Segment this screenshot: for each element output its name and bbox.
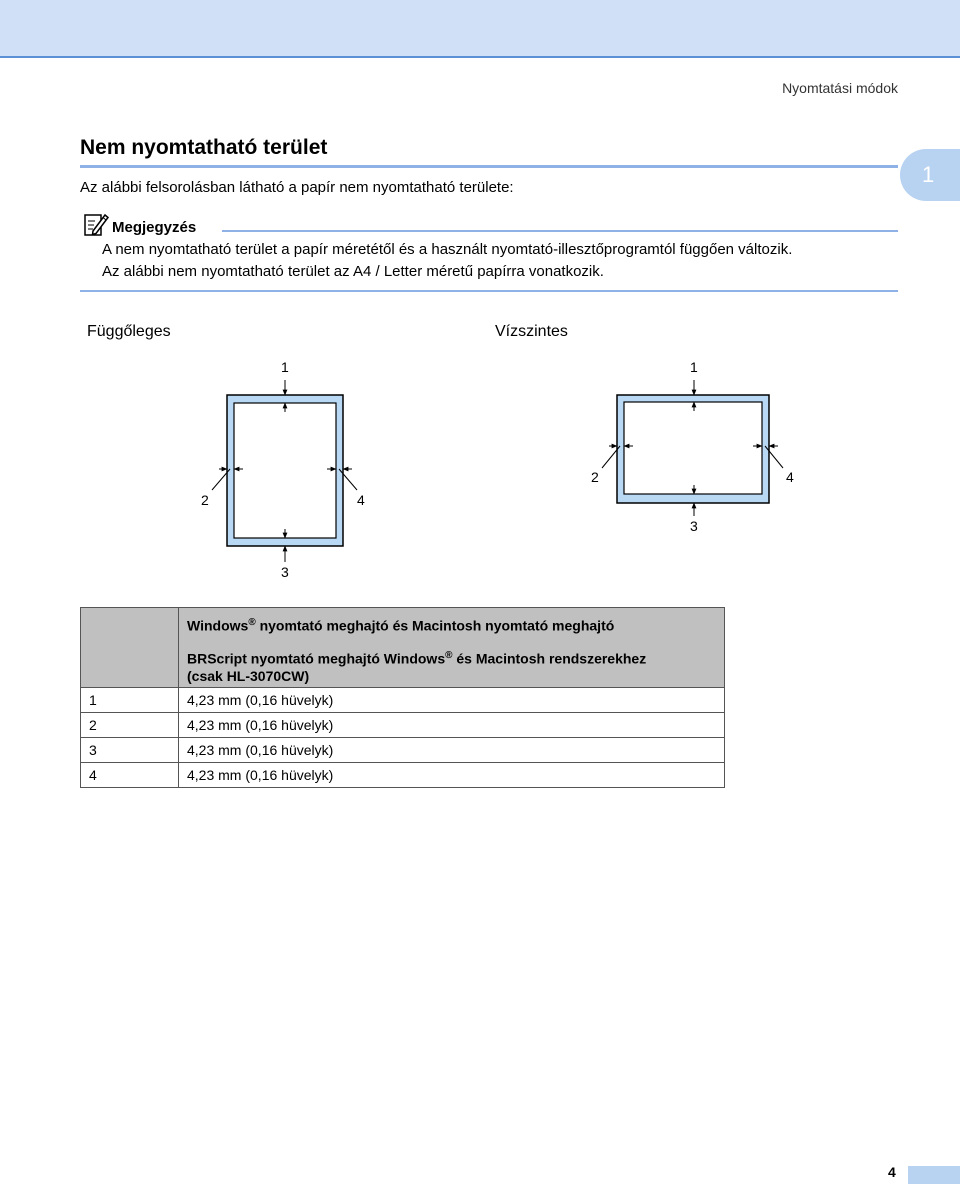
table-row bbox=[81, 713, 725, 738]
portrait-callout-4: 4 bbox=[357, 492, 365, 508]
portrait-callout-1: 1 bbox=[281, 359, 289, 375]
table-row-value: 4,23 mm (0,16 hüvelyk) bbox=[179, 738, 725, 763]
running-header: Nyomtatási módok bbox=[782, 80, 898, 96]
table-header-blank-cell bbox=[81, 608, 179, 688]
landscape-label: Vízszintes bbox=[495, 323, 568, 340]
page-number-tab bbox=[908, 1166, 960, 1184]
table-row-value: 4,23 mm (0,16 hüvelyk) bbox=[179, 713, 725, 738]
landscape-page-diagram bbox=[591, 359, 794, 534]
table-header-line-2: BRScript nyomtató meghajtó Windows® és Macintosh rendszerekhez bbox=[187, 649, 647, 667]
table-row-key: 3 bbox=[81, 738, 179, 763]
table-header-line-1: Windows® nyomtató meghajtó és Macintosh nyomtató meghajtó bbox=[187, 617, 615, 634]
table-row-key: 2 bbox=[81, 713, 179, 738]
table-row-value: 4,23 mm (0,16 hüvelyk) bbox=[179, 763, 725, 788]
table-header-line-3: (csak HL-3070CW) bbox=[187, 668, 310, 685]
note-line-2: Az alábbi nem nyomtatható terület az A4 / Letter méretű papírra vonatkozik. bbox=[102, 263, 604, 280]
table-row-key: 1 bbox=[81, 688, 179, 713]
landscape-callout-1: 1 bbox=[690, 359, 698, 375]
table-row bbox=[81, 763, 725, 788]
portrait-callout-2: 2 bbox=[201, 492, 209, 508]
portrait-printable-area bbox=[234, 403, 336, 538]
page-number: 4 bbox=[888, 1164, 896, 1180]
margin-table bbox=[80, 607, 725, 788]
table-header-cell bbox=[179, 608, 725, 688]
landscape-callout-3: 3 bbox=[690, 518, 698, 534]
table-row-key: 4 bbox=[81, 763, 179, 788]
intro-text: Az alábbi felsorolásban látható a papír nem nyomtatható területe: bbox=[80, 179, 514, 196]
page-title: Nem nyomtatható terület bbox=[80, 136, 328, 159]
table-row bbox=[81, 688, 725, 713]
table-row bbox=[81, 738, 725, 763]
note-line-1: A nem nyomtatható terület a papír méretétől és a használt nyomtató-illesztőprogramtól függően változik. bbox=[102, 241, 793, 258]
portrait-label: Függőleges bbox=[87, 323, 171, 340]
table-row-value: 4,23 mm (0,16 hüvelyk) bbox=[179, 688, 725, 713]
portrait-page-diagram bbox=[201, 359, 365, 580]
chapter-number: 1 bbox=[922, 162, 935, 187]
portrait-callout-3: 3 bbox=[281, 564, 289, 580]
table-header-row bbox=[81, 608, 725, 688]
landscape-callout-2: 2 bbox=[591, 469, 599, 485]
note-label: Megjegyzés bbox=[112, 219, 197, 236]
landscape-printable-area bbox=[624, 402, 762, 494]
landscape-callout-4: 4 bbox=[786, 469, 794, 485]
